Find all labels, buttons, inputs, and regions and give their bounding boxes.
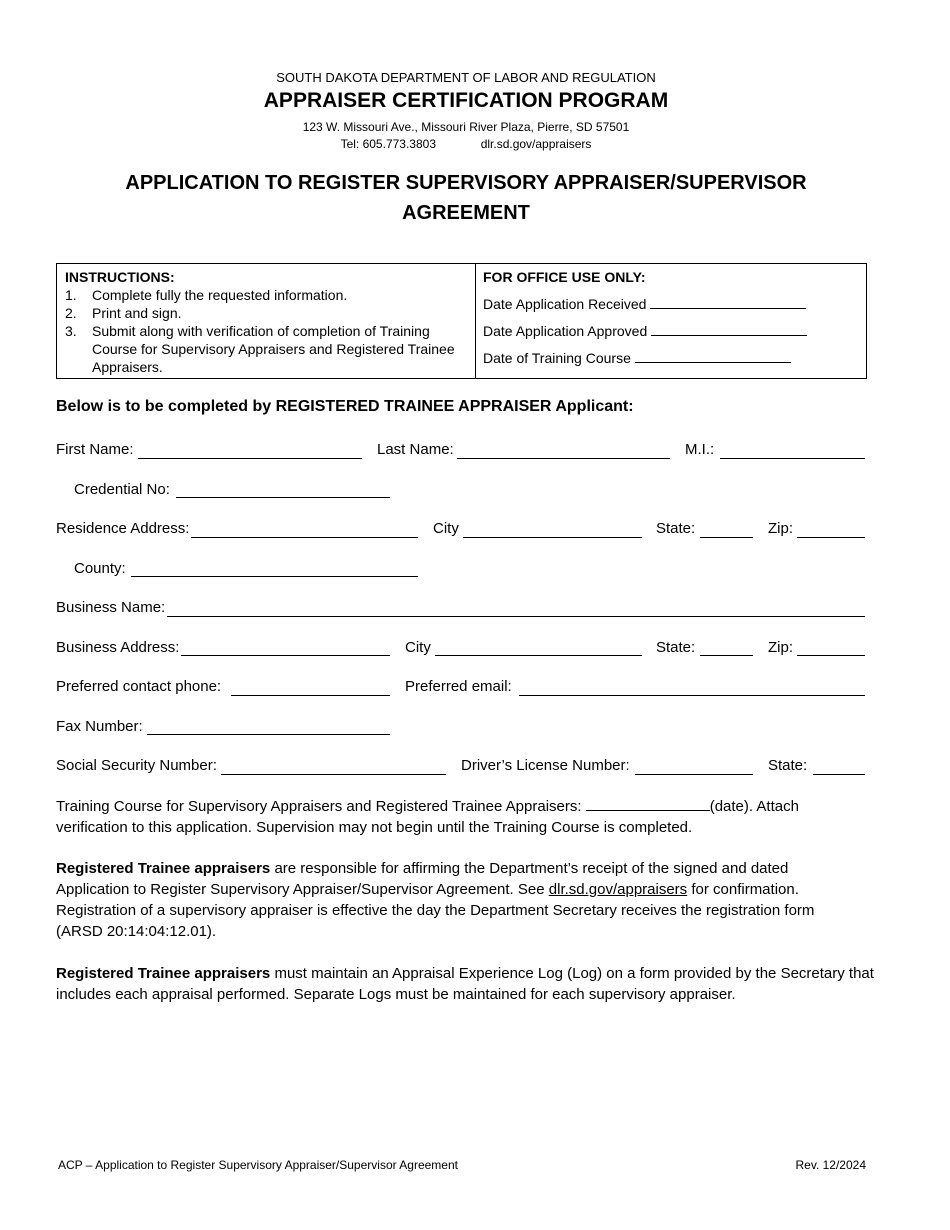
business-address-label: Business Address: (56, 639, 180, 656)
business-name-field[interactable] (167, 616, 865, 617)
middle-initial-label: M.I.: (685, 441, 715, 458)
residence-state-label: State: (656, 520, 696, 537)
phone-field[interactable] (231, 695, 390, 696)
form-title-line1: APPLICATION TO REGISTER SUPERVISORY APPRAISER/SUPERVISOR (125, 172, 807, 194)
department-name: SOUTH DAKOTA DEPARTMENT OF LABOR AND REGULATION (276, 70, 656, 85)
instruction-item: 1. Complete fully the requested information. (65, 287, 348, 303)
program-name: APPRAISER CERTIFICATION PROGRAM (263, 89, 669, 112)
residence-city-field[interactable] (463, 537, 642, 538)
office-use-panel (483, 268, 863, 367)
last-name-field[interactable] (457, 458, 670, 459)
fax-field[interactable] (147, 734, 390, 735)
form-title (0, 168, 932, 228)
residence-zip-label: Zip: (768, 520, 794, 537)
instructions-box (56, 263, 867, 379)
contact-line (0, 137, 932, 151)
box-divider (475, 264, 476, 378)
dl-state-label: State: (768, 757, 808, 774)
county-label: County: (74, 560, 126, 577)
last-name-label: Last Name: (377, 441, 454, 458)
website: dlr.sd.gov/appraisers (480, 137, 592, 151)
fax-label: Fax Number: (56, 718, 143, 735)
drivers-license-label: Driver’s License Number: (461, 757, 630, 774)
instruction-item: 3. Submit along with verification of completion of Training Course for Supervisory Appraisers and Registered Trainee Appraisers. (65, 323, 455, 375)
drivers-license-field[interactable] (635, 774, 753, 775)
phone-label: Preferred contact phone: (56, 678, 222, 695)
footer-form-name: ACP – Application to Register Supervisory Appraiser/Supervisor Agreement (58, 1158, 458, 1172)
residence-zip-field[interactable] (797, 537, 865, 538)
business-zip-field[interactable] (797, 655, 865, 656)
email-label: Preferred email: (405, 678, 512, 695)
office-address: 123 W. Missouri Ave., Missouri River Plaza, Pierre, SD 57501 (302, 120, 630, 134)
log-paragraph: Registered Trainee appraisers must maintain an Appraisal Experience Log (Log) on a form provided by the Secretary that includes each appraisal performed. Separate Logs must be maintained for each supervisory appraiser. (56, 965, 874, 1003)
ssn-label: Social Security Number: (56, 757, 217, 774)
form-title-line2: AGREEMENT (402, 202, 530, 224)
business-state-label: State: (656, 639, 696, 656)
office-use-heading: FOR OFFICE USE ONLY: (483, 269, 646, 285)
business-state-field[interactable] (700, 655, 753, 656)
training-date-field[interactable] (586, 796, 710, 811)
telephone: Tel: 605.773.3803 (340, 137, 436, 151)
first-name-field[interactable] (138, 458, 362, 459)
instructions-heading: INSTRUCTIONS: (65, 269, 175, 285)
county-field[interactable] (131, 576, 418, 577)
training-paragraph: Training Course for Supervisory Appraisers and Registered Trainee Appraisers: (date). Attach verification to this application. Supervision may not begin until the Training Course is completed. (56, 798, 799, 836)
residence-address-field[interactable] (191, 537, 418, 538)
middle-initial-field[interactable] (720, 458, 865, 459)
instruction-item: 2. Print and sign. (65, 305, 182, 321)
business-city-field[interactable] (435, 655, 642, 656)
business-address-field[interactable] (181, 655, 390, 656)
date-training-row: Date of Training Course (483, 349, 863, 367)
date-received-field[interactable] (650, 295, 806, 309)
credential-field[interactable] (176, 497, 390, 498)
first-name-label: First Name: (56, 441, 134, 458)
email-field[interactable] (519, 695, 865, 696)
ssn-field[interactable] (221, 774, 446, 775)
website-link[interactable]: dlr.sd.gov/appraisers (548, 881, 688, 898)
date-approved-row: Date Application Approved (483, 322, 863, 340)
business-name-label: Business Name: (56, 599, 166, 616)
credential-label: Credential No: (74, 481, 170, 498)
residence-city-label: City (433, 520, 459, 537)
instructions-list (65, 286, 470, 376)
footer-revision: Rev. 12/2024 (795, 1158, 866, 1172)
affirmation-paragraph: Registered Trainee appraisers are responsible for affirming the Department’s receipt of the signed and dated Application to Register Supervisory Appraiser/Supervisor Agreement. See dlr.sd.gov/appraisers for confirmation. Registration of a supervisory appraiser is effective the day the Department Secretary receives the registration form (ARSD 20:14:04:12.01). (56, 860, 815, 940)
business-city-label: City (405, 639, 431, 656)
section-heading: Below is to be completed by REGISTERED TRAINEE APPRAISER Applicant: (56, 398, 634, 415)
residence-address-label: Residence Address: (56, 520, 190, 537)
date-received-row: Date Application Received (483, 295, 863, 313)
date-approved-field[interactable] (651, 322, 807, 336)
business-zip-label: Zip: (768, 639, 794, 656)
dl-state-field[interactable] (813, 774, 865, 775)
instructions-panel (65, 268, 470, 376)
date-training-field[interactable] (635, 349, 791, 363)
residence-state-field[interactable] (700, 537, 753, 538)
